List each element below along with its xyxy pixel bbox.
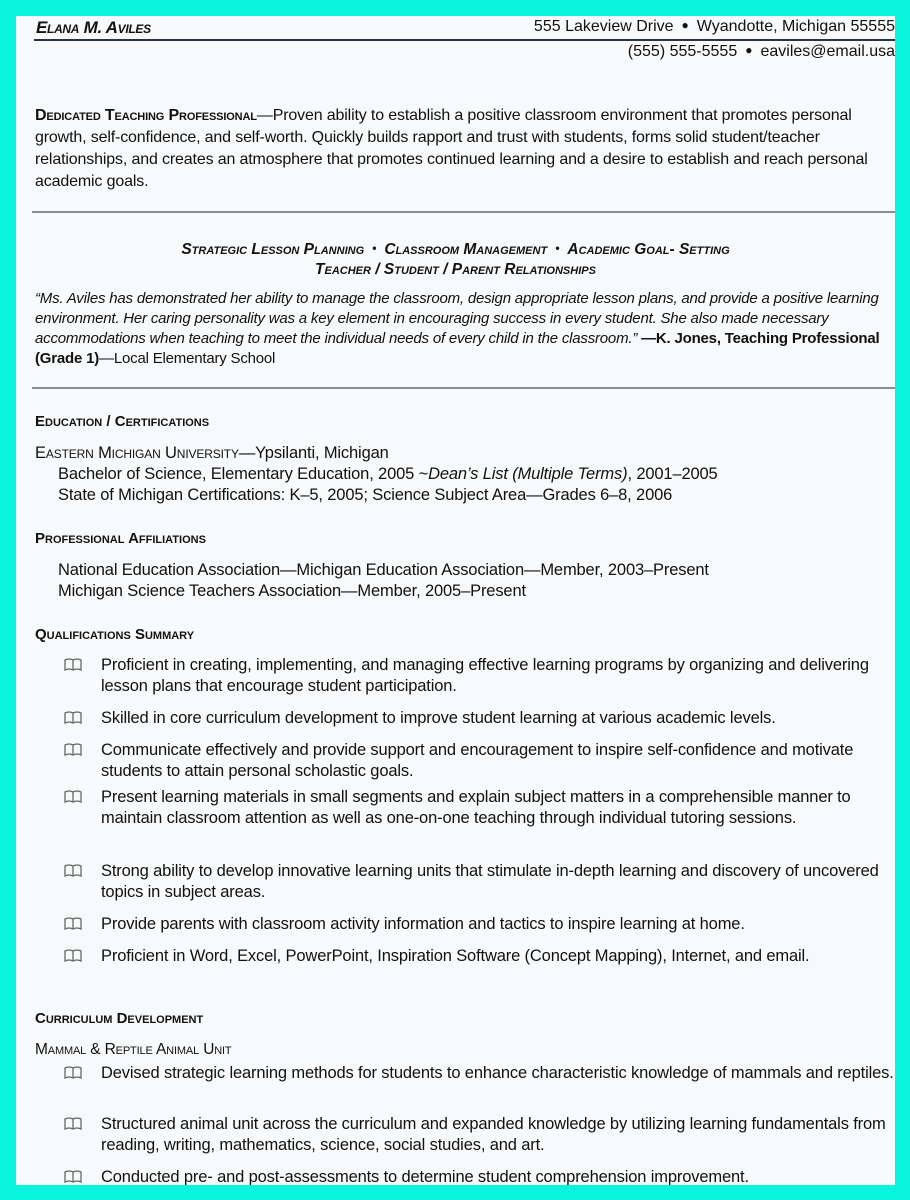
curriculum-list [64,1114,894,1156]
list-item-text: Present learning materials in small segments and explain subject matters in a comprehensible manner to maintain classroom attention as well as one-on-one teaching through individual tutoring sessions. [101,788,851,827]
header-rule [34,39,895,41]
qualifications-list [64,787,894,829]
affiliation-item: Michigan Science Teachers Association—Member, 2005–Present [58,582,526,600]
qualifications-list [64,914,894,935]
open-book-icon [64,1117,82,1131]
skill-item: Strategic Lesson Planning [181,241,365,258]
separator-bullet: ● [681,18,689,32]
list-item-text: Skilled in core curriculum development to improve student learning at various academic levels. [101,709,776,727]
list-item-text: Structured animal unit across the curriculum and expanded knowledge by utilizing learning fundamentals from reading, writing, mathematics, science, social studies, and art. [101,1115,886,1154]
open-book-icon [64,949,82,963]
skills-banner-line-1 [16,237,895,261]
honors: Dean’s List (Multiple Terms) [428,465,628,483]
school-location: —Ypsilanti, Michigan [238,444,389,462]
qualifications-list [64,708,894,729]
testimonial-author: —K. Jones, Teaching Professional (Grade 1) [35,330,880,367]
open-book-icon [64,743,82,757]
qualifications-list [64,740,894,782]
summary-text: Proven ability to establish a positive classroom environment that promotes personal growth, self-confidence, and self-worth. Quickly builds rapport and trust with students, forms solid student/teacher relationships, and creates an atmosphere that promotes continued learning and a desire to establish and reach personal academic goals. [35,107,868,190]
list-item [64,946,894,967]
open-book-icon [64,790,82,804]
section-divider [32,387,895,389]
open-book-icon [64,711,82,725]
skill-item: Academic Goal- Setting [567,241,730,258]
list-item [64,1167,894,1185]
curriculum-list [64,1167,894,1185]
testimonial-quote: “Ms. Aviles has demonstrated her ability to manage the classroom, design appropriate lesson plans, and provide a positive learning environment. Her caring personality was a key element in encouraging success in every student. She also made necessary accommodations when teaching to meet the individual needs of every child in the classroom.” [35,290,879,347]
affiliations-heading: Professional Affiliations [35,530,206,547]
list-item [64,861,894,903]
list-item-text: Provide parents with classroom activity information and tactics to inspire learning at home. [101,915,745,933]
city-state-zip: Wyandotte, Michigan 55555 [696,18,895,35]
list-item-text: Communicate effectively and provide support and encouragement to inspire self-confidence and motivate students to attain personal scholastic goals. [101,741,854,780]
separator-bullet: • [555,241,560,255]
curriculum-list [64,1063,894,1084]
candidate-name: Elana M. Aviles [36,18,151,37]
section-divider [32,211,895,213]
summary-title: Dedicated Teaching Professional [35,107,257,124]
qualifications-list [64,655,894,697]
open-book-icon [64,658,82,672]
certifications-line: State of Michigan Certifications: K–5, 2005; Science Subject Area—Grades 6–8, 2006 [58,486,673,504]
list-item-text: Strong ability to develop innovative learning units that stimulate in-depth learning and discovery of uncovered topics in subject areas. [101,862,879,901]
qualifications-list [64,946,894,967]
professional-summary [35,105,895,193]
list-item [64,708,894,729]
email[interactable]: eaviles@email.usa [760,43,895,60]
list-item [64,787,894,829]
education-heading: Education / Certifications [35,413,210,430]
degree: Bachelor of Science, Elementary Education, 2005 ~ [58,465,429,483]
open-book-icon [64,1170,82,1184]
open-book-icon [64,1066,82,1080]
school-line [35,444,389,463]
honors-years: , 2001–2005 [627,465,718,483]
testimonial [35,289,895,369]
degree-line [58,465,718,484]
street-address: 555 Lakeview Drive [533,18,674,35]
list-item-text: Conducted pre- and post-assessments to determine student comprehension improvement. [101,1168,749,1185]
affiliation-item: National Education Association—Michigan Education Association—Member, 2003–Present [58,561,709,579]
summary-dash: — [256,107,273,124]
school-name: Eastern Michigan University [35,444,239,462]
address-line [534,18,895,36]
list-item [64,914,894,935]
separator-bullet: ● [745,43,753,57]
contact-line [628,43,895,61]
list-item [64,1114,894,1156]
separator-bullet: • [372,241,377,255]
qualifications-list [64,861,894,903]
curriculum-heading: Curriculum Development [35,1010,204,1027]
open-book-icon [64,864,82,878]
open-book-icon [64,917,82,931]
skills-banner-line-2: Teacher / Student / Parent Relationships [315,261,596,278]
list-item [64,1063,894,1084]
qualifications-heading: Qualifications Summary [35,626,195,643]
phone: (555) 555-5555 [627,43,738,60]
list-item-text: Devised strategic learning methods for students to enhance characteristic knowledge of mammals and reptiles. [101,1064,894,1082]
testimonial-org: —Local Elementary School [99,350,276,367]
list-item-text: Proficient in creating, implementing, and managing effective learning programs by organizing and delivering lesson plans that encourage student participation. [101,656,869,695]
resume-page [16,16,895,1185]
list-item [64,655,894,697]
curriculum-unit-title: Mammal & Reptile Animal Unit [35,1041,232,1058]
skill-item: Classroom Management [384,241,548,258]
list-item [64,740,894,782]
list-item-text: Proficient in Word, Excel, PowerPoint, Inspiration Software (Concept Mapping), Internet, and email. [101,947,810,965]
